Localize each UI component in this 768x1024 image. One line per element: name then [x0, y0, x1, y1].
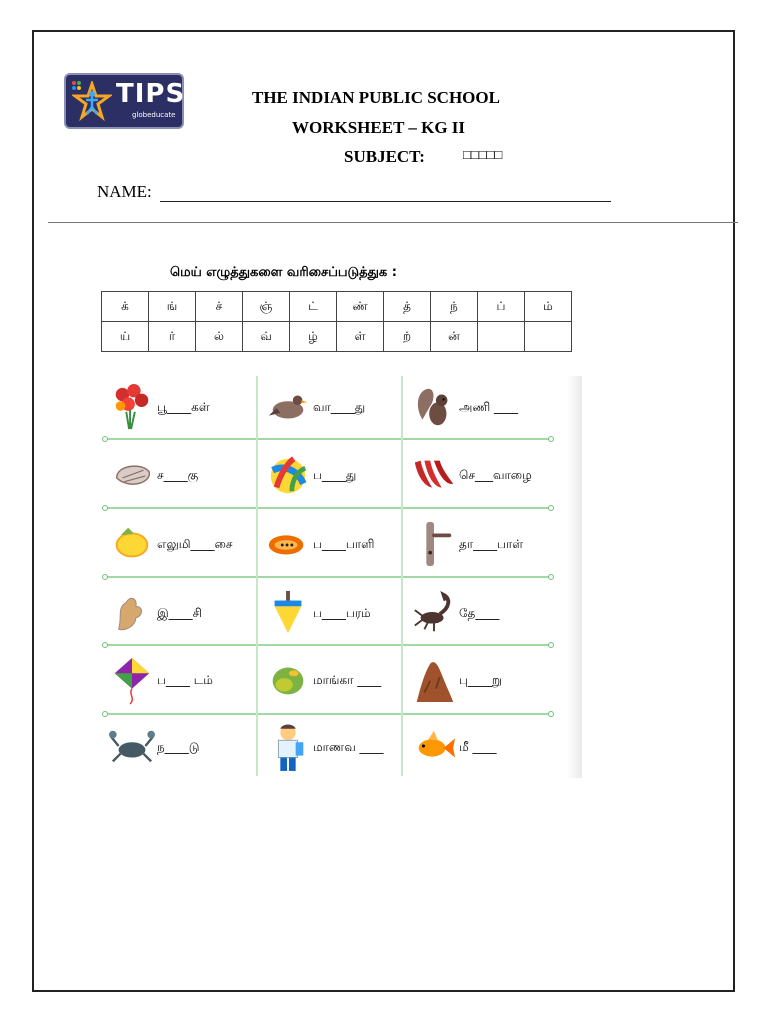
letter-cell: க்	[102, 292, 149, 322]
anthill-icon	[411, 653, 457, 707]
exercise-item	[403, 376, 553, 442]
fish-icon	[411, 720, 457, 774]
table-row	[102, 322, 572, 352]
exercise-item	[403, 716, 553, 782]
duck-icon	[265, 380, 311, 434]
letter-cell: ன்	[431, 322, 478, 352]
globe-dots-icon	[72, 81, 81, 90]
letter-cell: ழ்	[290, 322, 337, 352]
exercise-word[interactable]: ந____டு	[157, 740, 200, 754]
exercise-item	[403, 444, 553, 510]
ball-icon	[265, 448, 311, 502]
letter-cell[interactable]	[525, 322, 572, 352]
kite-icon	[109, 653, 155, 707]
exercise-word[interactable]: வா____து	[313, 400, 366, 414]
letter-cell: ற்	[384, 322, 431, 352]
letter-cell: வ்	[243, 322, 290, 352]
exercise-item	[257, 376, 407, 442]
logo-text: TIPS	[116, 79, 186, 109]
letter-cell: ள்	[337, 322, 384, 352]
divider-line	[48, 222, 738, 223]
exercise-grid	[101, 376, 582, 778]
exercise-word[interactable]: ப____பரம்	[313, 606, 371, 620]
squirrel-icon	[411, 380, 457, 434]
table-row	[102, 292, 572, 322]
door-handle-icon	[411, 517, 457, 571]
letter-cell: த்	[384, 292, 431, 322]
exercise-word[interactable]: அணி ____	[459, 400, 518, 414]
letter-cell: ல்	[196, 322, 243, 352]
crab-icon	[109, 720, 155, 774]
logo-subtext: globeducate	[132, 111, 176, 119]
exercise-word[interactable]: மாங்கா ____	[313, 673, 382, 687]
exercise-word[interactable]: தே____	[459, 606, 500, 620]
exercise-word[interactable]: ப____து	[313, 468, 357, 482]
exercise-word[interactable]: இ____சி	[157, 606, 203, 620]
letter-cell: ப்	[478, 292, 525, 322]
letter-cell: ட்	[290, 292, 337, 322]
exercise-word[interactable]: மீ ____	[459, 740, 497, 754]
student-icon	[265, 720, 311, 774]
school-logo	[64, 73, 184, 129]
exercise-word[interactable]: எலுமி____சை	[157, 537, 233, 551]
letter-cell: ண்	[337, 292, 384, 322]
exercise-item	[257, 582, 407, 648]
letter-cell: ய்	[102, 322, 149, 352]
exercise-word[interactable]: ப____ டம்	[157, 673, 213, 687]
letter-cell: ஞ்	[243, 292, 290, 322]
exercise-item	[257, 716, 407, 782]
school-name: THE INDIAN PUBLIC SCHOOL	[252, 88, 500, 107]
exercise-item	[101, 444, 251, 510]
exercise-item	[403, 649, 553, 715]
lemon-icon	[109, 517, 155, 571]
exercise-word[interactable]: ப____பாளி	[313, 537, 375, 551]
mango-icon	[265, 653, 311, 707]
exercise-item	[101, 649, 251, 715]
shell-icon	[109, 448, 155, 502]
letter-cell[interactable]	[478, 322, 525, 352]
letter-cell: ங்	[149, 292, 196, 322]
name-field-line[interactable]	[160, 201, 611, 202]
name-label: NAME:	[97, 182, 152, 201]
letter-cell: ச்	[196, 292, 243, 322]
exercise-item	[257, 444, 407, 510]
ginger-icon	[109, 586, 155, 640]
spinning-top-icon	[265, 586, 311, 640]
exercise-item	[403, 582, 553, 648]
subject-label: SUBJECT:	[344, 147, 425, 166]
papaya-icon	[265, 517, 311, 571]
exercise-item	[101, 513, 251, 579]
exercise-word[interactable]: ச____கு	[157, 468, 199, 482]
exercise-item	[101, 582, 251, 648]
exercise-item	[257, 649, 407, 715]
worksheet-title: WORKSHEET – KG II	[292, 118, 466, 137]
letter-cell: ர்	[149, 322, 196, 352]
exercise-word[interactable]: செ___வாழை	[459, 468, 532, 482]
consonant-table	[101, 291, 572, 352]
exercise-item	[101, 716, 251, 782]
exercise-item	[257, 513, 407, 579]
exercise-word[interactable]: பு____று	[459, 673, 502, 687]
exercise-word[interactable]: மாணவ ____	[313, 740, 384, 754]
letter-cell: ந்	[431, 292, 478, 322]
exercise-item	[403, 513, 553, 579]
letter-cell: ம்	[525, 292, 572, 322]
banana-icon	[411, 448, 457, 502]
exercise-item	[101, 376, 251, 442]
exercise-word[interactable]: பூ____கள்	[157, 400, 210, 414]
flower-bouquet-icon	[109, 380, 155, 434]
task-instruction: மெய் எழுத்துகளை வரிசைப்படுத்துக :	[170, 265, 397, 280]
subject-value: □□□□□	[463, 147, 503, 162]
exercise-word[interactable]: தா____பாள்	[459, 537, 524, 551]
scorpion-icon	[411, 586, 457, 640]
